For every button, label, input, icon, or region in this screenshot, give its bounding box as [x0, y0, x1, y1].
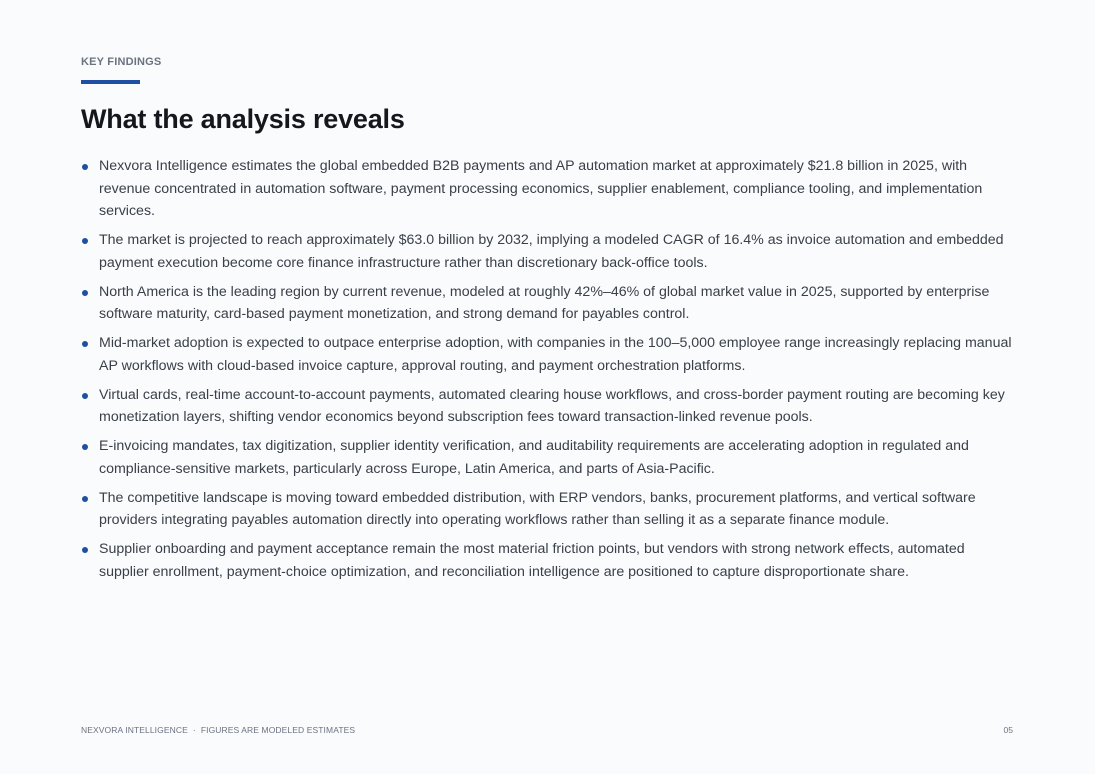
- bullet-dot-icon: [82, 547, 88, 553]
- finding-text: E-invoicing mandates, tax digitization, supplier identity verification, and auditability requirements are accelerating adoption in regulated and compliance-sensitive markets, particularly across Europe, Latin America, and parts of Asia-Pacific.: [99, 438, 969, 477]
- finding-text: The competitive landscape is moving toward embedded distribution, with ERP vendors, banks, procurement platforms, and vertical software providers integrating payables automation directly into operating workflows rather than selling it as a separate finance module.: [99, 489, 976, 528]
- finding-item: [81, 384, 1016, 429]
- finding-item: [81, 435, 1016, 480]
- footer-disclaimer: FIGURES ARE MODELED ESTIMATES: [200, 725, 356, 735]
- finding-text: Virtual cards, real-time account-to-account payments, automated clearing house workflows, and cross-border payment routing are becoming key monetization layers, shifting vendor economics beyond subscription fees toward transaction-linked revenue pools.: [99, 386, 1005, 425]
- page-number: 05: [1003, 725, 1013, 735]
- finding-item: [81, 332, 1016, 377]
- finding-text: North America is the leading region by current revenue, modeled at roughly 42%–46% of global market value in 2025, supported by enterprise software maturity, card-based payment monetization, and strong demand for payables control.: [99, 283, 990, 322]
- finding-text: Nexvora Intelligence estimates the global embedded B2B payments and AP automation market at approximately $21.8 billion in 2025, with revenue concentrated in automation software, payment processing economics, supplier enablement, compliance tooling, and implementation services.: [99, 158, 983, 219]
- finding-item: [81, 487, 1016, 532]
- section-eyebrow: KEY FINDINGS: [81, 56, 162, 68]
- finding-text: The market is projected to reach approximately $63.0 billion by 2032, implying a modeled CAGR of 16.4% as invoice automation and embedded payment execution become core finance infrastructure rather than discretionary back-office tools.: [99, 232, 1004, 271]
- footer-brand: NEXVORA INTELLIGENCE: [81, 725, 188, 735]
- footer-note: [81, 725, 355, 735]
- findings-list: [81, 155, 1016, 590]
- bullet-dot-icon: [82, 341, 88, 347]
- bullet-dot-icon: [82, 238, 88, 244]
- finding-item: [81, 155, 1016, 223]
- footer-separator: ·: [192, 725, 196, 735]
- bullet-dot-icon: [82, 164, 88, 170]
- finding-item: [81, 538, 1016, 583]
- finding-text: Mid-market adoption is expected to outpace enterprise adoption, with companies in the 100–5,000 employee range increasingly replacing manual AP workflows with cloud-based invoice capture, approval routing, and payment orchestration platforms.: [99, 335, 1012, 374]
- bullet-dot-icon: [82, 444, 88, 450]
- finding-item: [81, 281, 1016, 326]
- page-title: What the analysis reveals: [81, 104, 405, 134]
- finding-text: Supplier onboarding and payment acceptance remain the most material friction points, but vendors with strong network effects, automated supplier enrollment, payment-choice optimization, and reconciliation intelligence are positioned to capture disproportionate share.: [99, 541, 965, 580]
- report-page: [81, 0, 1016, 774]
- bullet-dot-icon: [82, 496, 88, 502]
- bullet-dot-icon: [82, 393, 88, 399]
- finding-item: [81, 229, 1016, 274]
- accent-bar: [81, 80, 140, 84]
- bullet-dot-icon: [82, 290, 88, 296]
